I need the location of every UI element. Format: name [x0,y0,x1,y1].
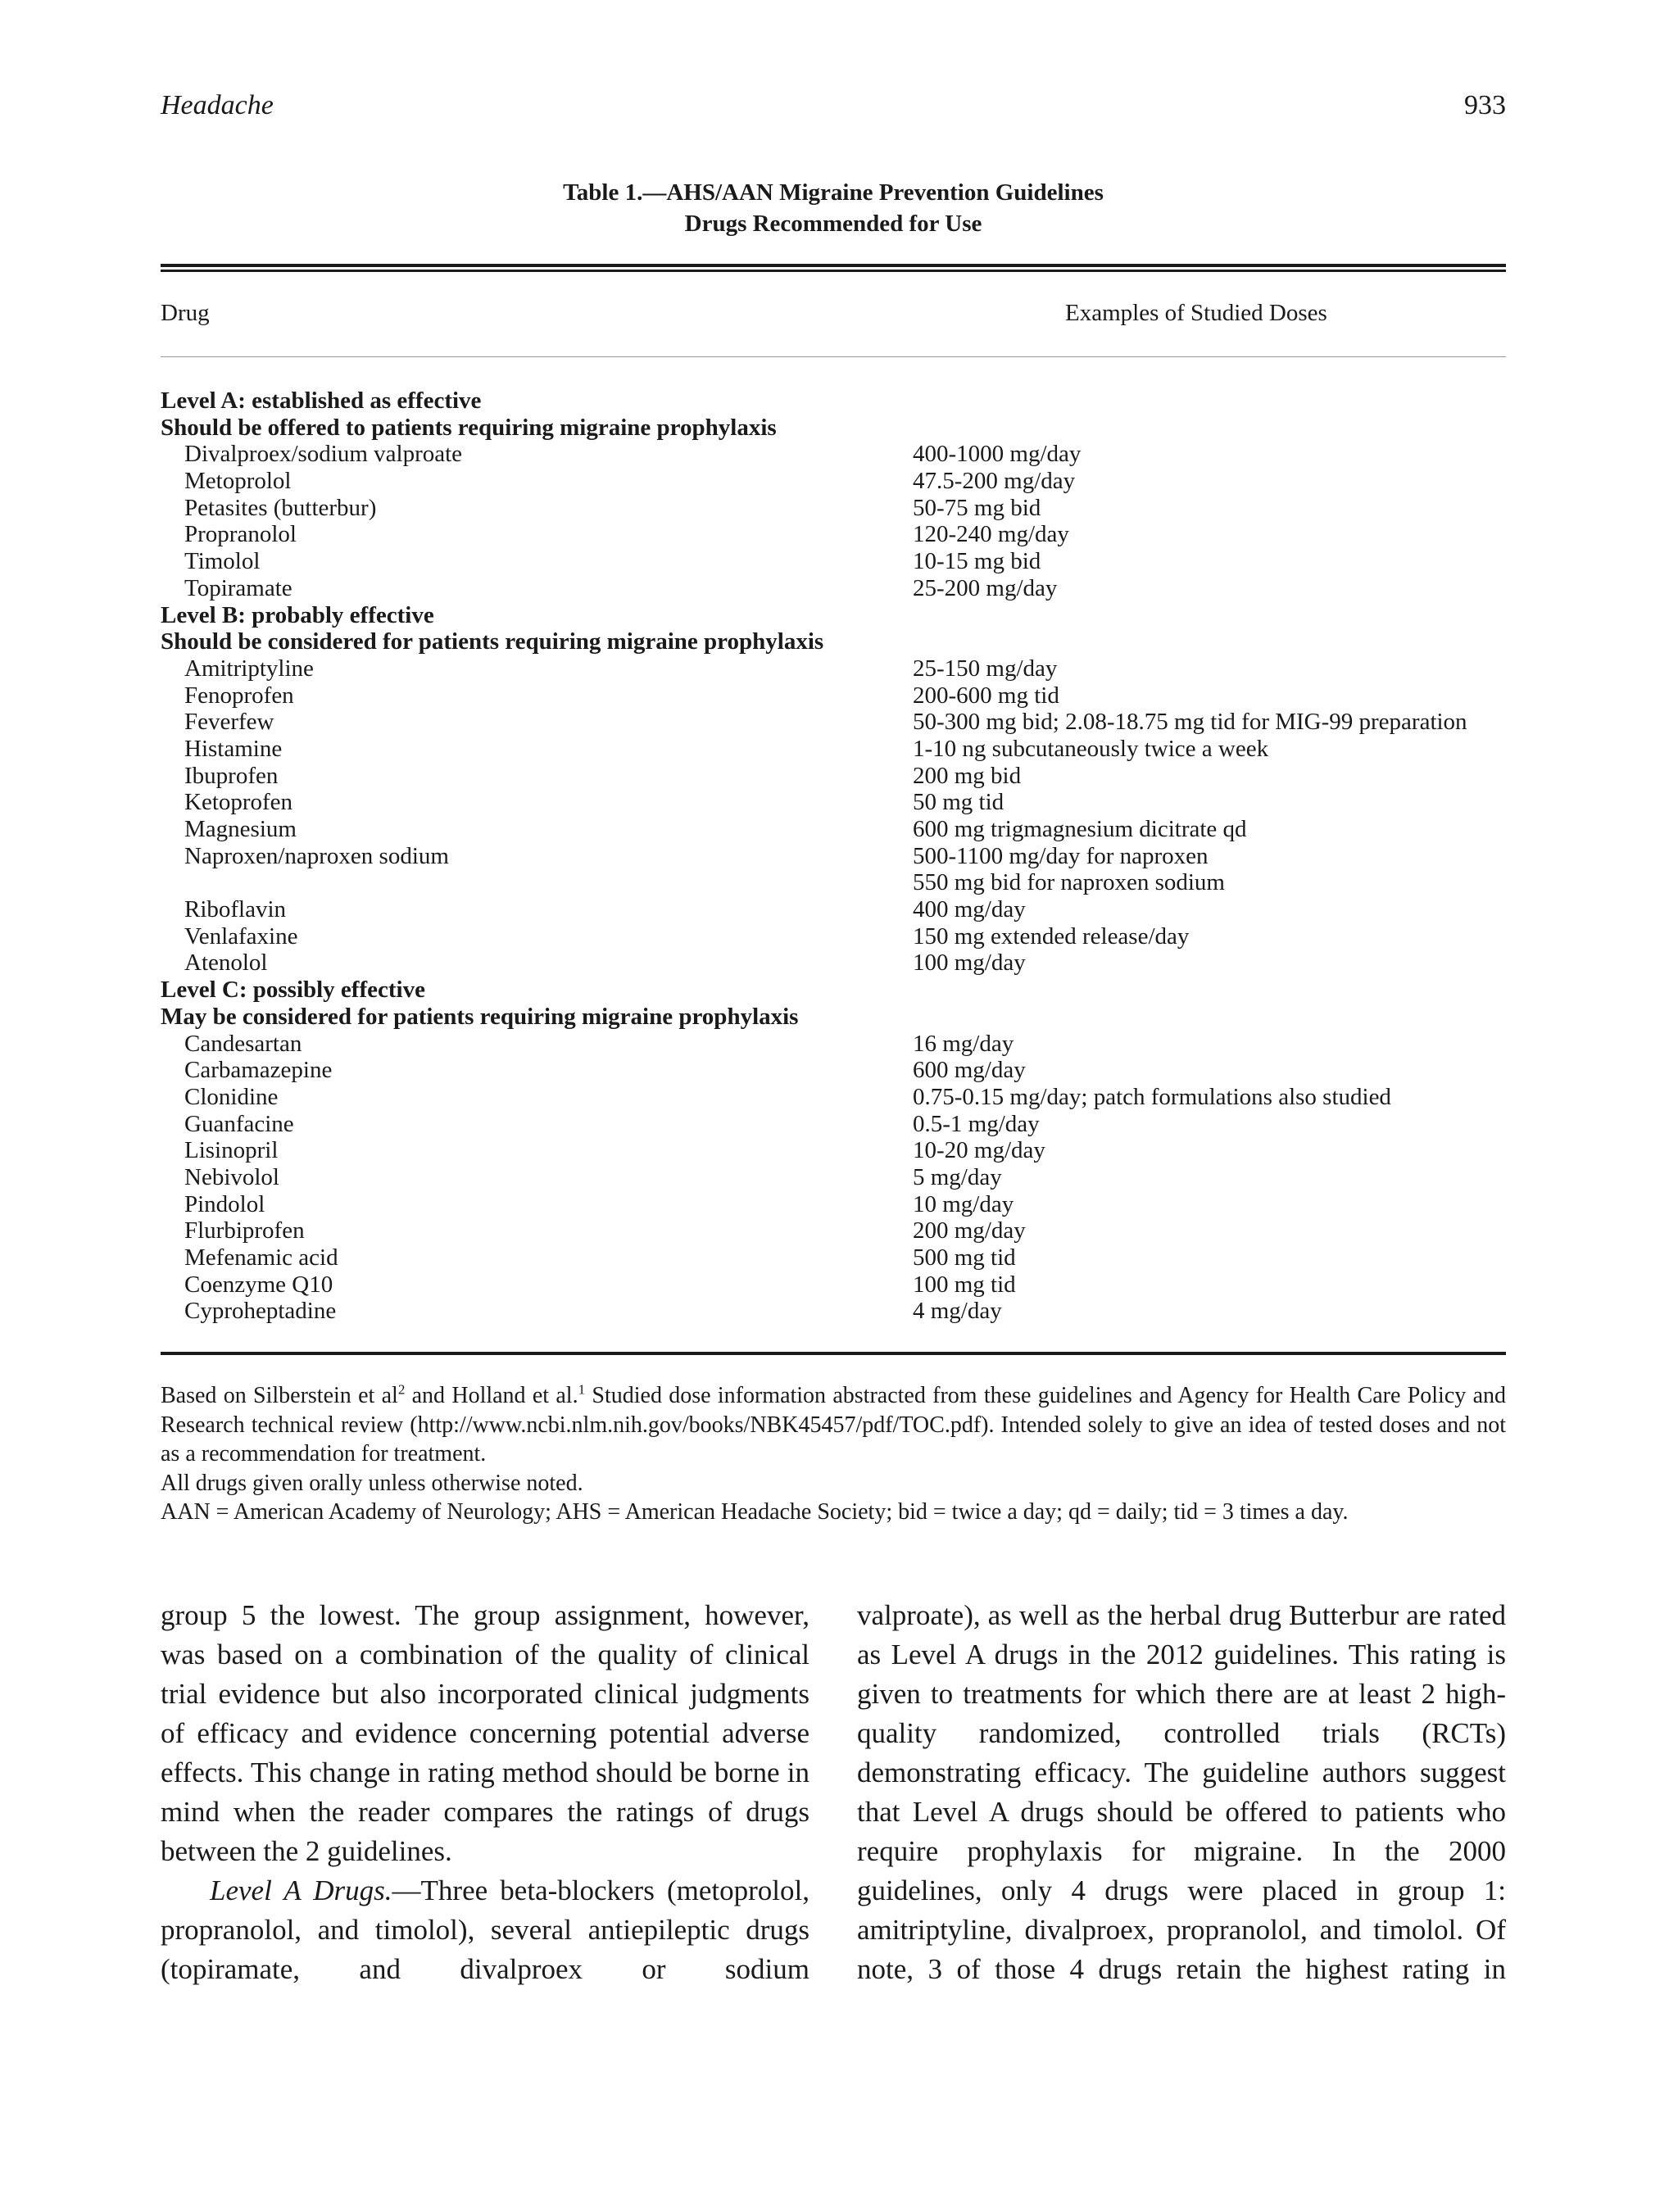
drug-name: Lisinopril [184,1137,279,1164]
footnote-source: Based on Silberstein et $al^2$ and Holland et al.$^1$ Studied dose information abstracted from these guidelines and Agency for Health Care Policy and Research technical review (http://www.ncbi.nlm.nih.gov/books/NBK45457/pdf/TOC.pdf). Intended solely to give an idea of tested doses and not as a recommendation for treatment. [161,1381,1506,1466]
studied-dose: 47.5-200 mg/day [913,468,1076,495]
table-top-rule [161,264,1506,272]
studied-dose: 600 mg trigmagnesium dicitrate qd [913,816,1247,842]
studied-dose: 25-200 mg/day [913,574,1058,601]
table-row [161,521,1506,548]
studied-dose: 1-10 ng subcutaneously twice a week [913,735,1269,762]
studied-dose: 500 mg tid [913,1244,1016,1271]
table-row [161,1084,1506,1111]
column-header-drug: Drug [161,300,210,326]
table-row [161,682,1506,709]
level-label: Level A: established as effective [161,388,482,414]
column-header-doses: Examples of Studied Doses [1065,300,1327,326]
drug-name: Divalproex/sodium valproate [184,441,463,468]
subsection-heading: Level A Drugs. [210,1874,392,1906]
table-level-heading [161,628,1506,655]
studied-dose: 25-150 mg/day [913,655,1058,682]
table-caption [161,177,1506,239]
table-level-heading [161,415,1506,442]
studied-dose: 200 mg bid [913,762,1022,789]
table-row [161,923,1506,950]
studied-dose: 5 mg/day [913,1163,1002,1190]
body-paragraph: group 5 the lowest. The group assignment, however, was based on a combination of the quality of clinical trial evidence but also incorporated clinical judgments of efficacy and evidence concerning potential adverse effects. This change in rating method should be borne in mind when the reader compares the ratings of drugs between the 2 guidelines. [161,1599,810,1867]
table-row [161,1031,1506,1058]
drug-name: Mefenamic acid [184,1244,338,1271]
table-row [161,1191,1506,1218]
studied-dose: 10-15 mg bid [913,548,1041,575]
journal-title: Headache [161,90,274,120]
level-label: Level C: possibly effective [161,977,425,1004]
studied-dose: 400-1000 mg/day [913,441,1082,468]
studied-dose: 50-300 mg bid; 2.08-18.75 mg tid for MIG-99 preparation [913,709,1467,736]
drug-name: Riboflavin [184,896,287,923]
drug-name: Ibuprofen [184,762,279,789]
footnote-abbreviations: AAN = American Academy of Neurology; AHS = American Headache Society; bid = twice a day; qd = daily; tid = 3 times a day. [161,1499,1349,1525]
table-row [161,816,1506,843]
table-header-rule [161,356,1506,357]
drug-name: Nebivolol [184,1163,279,1190]
studied-dose: 10 mg/day [913,1190,1014,1217]
level-label: Should be considered for patients requiring migraine prophylaxis [161,628,824,655]
table-row [161,789,1506,816]
page-number: 933 [1464,90,1506,120]
table-level-heading [161,977,1506,1004]
table-row [161,896,1506,923]
footnote-oral: All drugs given orally unless otherwise noted. [161,1470,583,1496]
drug-name: Flurbiprofen [184,1217,305,1244]
studied-dose: 550 mg bid for naproxen sodium [913,869,1225,896]
drug-name: Feverfew [184,709,274,736]
table-row [161,495,1506,522]
drug-name: Carbamazepine [184,1057,333,1084]
body-paragraph-level-a: Level A Drugs.—Three beta-blockers (metoprolol, propranolol, and timolol), several antiepileptic drugs (topiramate, and divalproex or sodium [161,1874,810,1985]
table-level-heading [161,1004,1506,1031]
drug-name: Ketoprofen [184,789,293,816]
table-row [161,548,1506,575]
table-level-heading [161,602,1506,629]
running-head [161,90,1506,131]
drug-name: Atenolol [184,950,268,977]
table-row [161,1217,1506,1244]
level-label: Should be offered to patients requiring migraine prophylaxis [161,414,777,441]
table-row [161,950,1506,977]
drug-name: Candesartan [184,1030,302,1057]
level-label: May be considered for patients requiring migraine prophylaxis [161,1003,799,1030]
drug-name: Timolol [184,548,261,575]
table-bottom-rule [161,1352,1506,1355]
drug-name: Metoprolol [184,468,292,495]
table-row [161,709,1506,736]
table-row [161,869,1506,896]
studied-dose: 50-75 mg bid [913,494,1041,521]
table-row [161,655,1506,682]
drug-name: Histamine [184,735,283,762]
table-level-heading [161,388,1506,415]
table-row [161,763,1506,790]
studied-dose: 150 mg extended release/day [913,922,1190,950]
drug-name: Topiramate [184,574,293,601]
drug-name: Propranolol [184,521,297,548]
studied-dose: 4 mg/day [913,1298,1002,1325]
studied-dose: 500-1100 mg/day for naproxen [913,842,1209,869]
drug-name: Pindolol [184,1190,265,1217]
table-row [161,1111,1506,1138]
studied-dose: 10-20 mg/day [913,1137,1045,1164]
studied-dose: 600 mg/day [913,1057,1026,1084]
studied-dose: 120-240 mg/day [913,521,1069,548]
drug-name: Guanfacine [184,1110,294,1137]
drug-name: Petasites (butterbur) [184,494,377,521]
table-row [161,1271,1506,1299]
body-column-left [161,1596,810,1989]
drug-name: Magnesium [184,816,297,842]
table-row [161,1057,1506,1084]
studied-dose: 200 mg/day [913,1217,1026,1244]
drug-name: Venlafaxine [184,922,298,950]
studied-dose: 0.5-1 mg/day [913,1110,1040,1137]
body-column-right [857,1596,1506,1989]
table-row [161,1244,1506,1271]
studied-dose: 100 mg/day [913,950,1026,977]
drug-name: Fenoprofen [184,682,294,709]
table-title: Table 1.—AHS/AAN Migraine Prevention Guidelines [563,179,1104,206]
table-row [161,441,1506,468]
studied-dose: 100 mg tid [913,1271,1016,1298]
drug-name: Amitriptyline [184,655,314,682]
body-paragraph: valproate), as well as the herbal drug Butterbur are rated as Level A drugs in the 2012 guidelines. This rating is given to treatments for which there are at least 2 high-quality randomized, controlled trials (RCTs) demonstrating efficacy. The guideline authors suggest that Level A drugs should be offered to patients who require prophylaxis for migraine. In the 2000 guidelines, only 4 drugs were placed in group 1: amitriptyline, divalproex, propranolol, and timolol. Of note, 3 of those 4 drugs retain the highest rating in [857,1599,1506,1985]
table-body [161,388,1506,1325]
drug-name: Clonidine [184,1083,279,1110]
table-row [161,1298,1506,1325]
table-row [161,575,1506,602]
table-row [161,1164,1506,1191]
table-row [161,843,1506,870]
table-row [161,468,1506,495]
studied-dose: 50 mg tid [913,789,1005,816]
drug-name: Cyproheptadine [184,1298,337,1325]
drug-name: Naproxen/naproxen sodium [184,842,449,869]
level-label: Level B: probably effective [161,601,434,628]
studied-dose: 400 mg/day [913,896,1026,923]
studied-dose: 16 mg/day [913,1030,1014,1057]
table-row [161,736,1506,763]
studied-dose: 0.75-0.15 mg/day; patch formulations also studied [913,1083,1391,1110]
table-footnotes [161,1381,1506,1527]
table-subtitle: Drugs Recommended for Use [684,211,982,237]
studied-dose: 200-600 mg tid [913,682,1059,709]
drug-name: Coenzyme Q10 [184,1271,333,1298]
table-row [161,1137,1506,1164]
